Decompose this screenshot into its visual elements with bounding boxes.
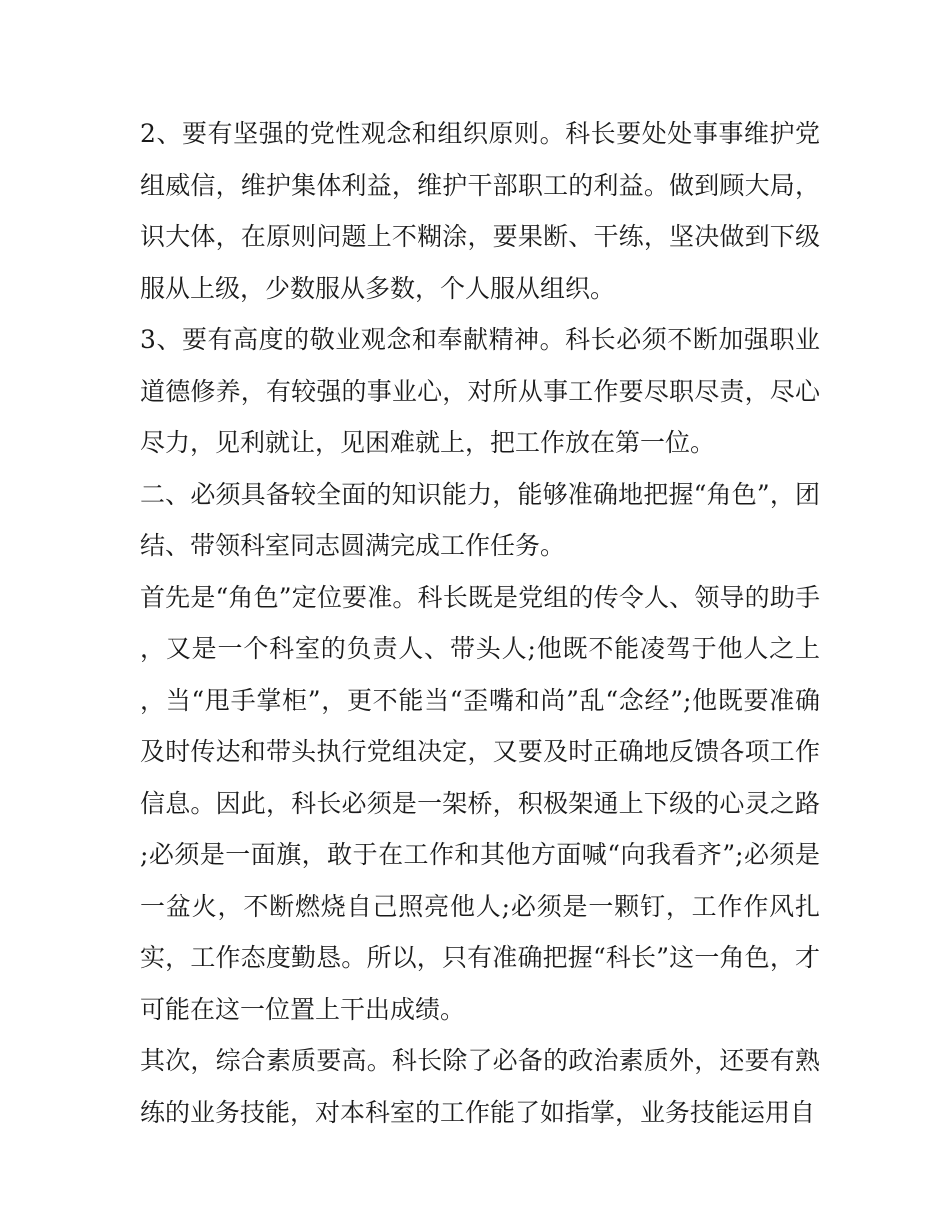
paragraph-dedication: 3、要有高度的敬业观念和奉献精神。科长必须不断加强职业道德修养，有较强的事业心，对所从事工作要尽职尽责，尽心尽力，见利就让，见困难就上，把工作放在第一位。 [140,325,820,457]
paragraph-overall-quality: 其次，综合素质要高。科长除了必备的政治素质外，还要有熟练的业务技能，对本科室的工作能了如指掌，业务技能运用自 [140,1046,820,1127]
document-body [140,108,820,1138]
paragraph-knowledge-ability: 二、必须具备较全面的知识能力，能够准确地把握“角色”，团结、带领科室同志圆满完成工作任务。 [140,479,820,560]
paragraph-role-positioning: 首先是“角色”定位要准。科长既是党组的传令人、领导的助手，又是一个科室的负责人、带头人;他既不能凌驾于他人之上，当“甩手掌柜”，更不能当“歪嘴和尚”乱“念经”;他既要准确及时传达和带头执行党组决定，又要及时正确地反馈各项工作信息。因此，科长必须是一架桥，积极架通上下级的心灵之路;必须是一面旗，敢于在工作和其他方面喊“向我看齐”;必须是一盆火，不断燃烧自己照亮他人;必须是一颗钉，工作作风扎实，工作态度勤恳。所以，只有准确把握“科长”这一角色，才可能在这一位置上干出成绩。 [140,582,820,1024]
paragraph-party-principle: 2、要有坚强的党性观念和组织原则。科长要处处事事维护党组威信，维护集体利益，维护干部职工的利益。做到顾大局，识大体，在原则问题上不糊涂，要果断、干练，坚决做到下级服从上级，少数服从多数，个人服从组织。 [140,119,820,303]
